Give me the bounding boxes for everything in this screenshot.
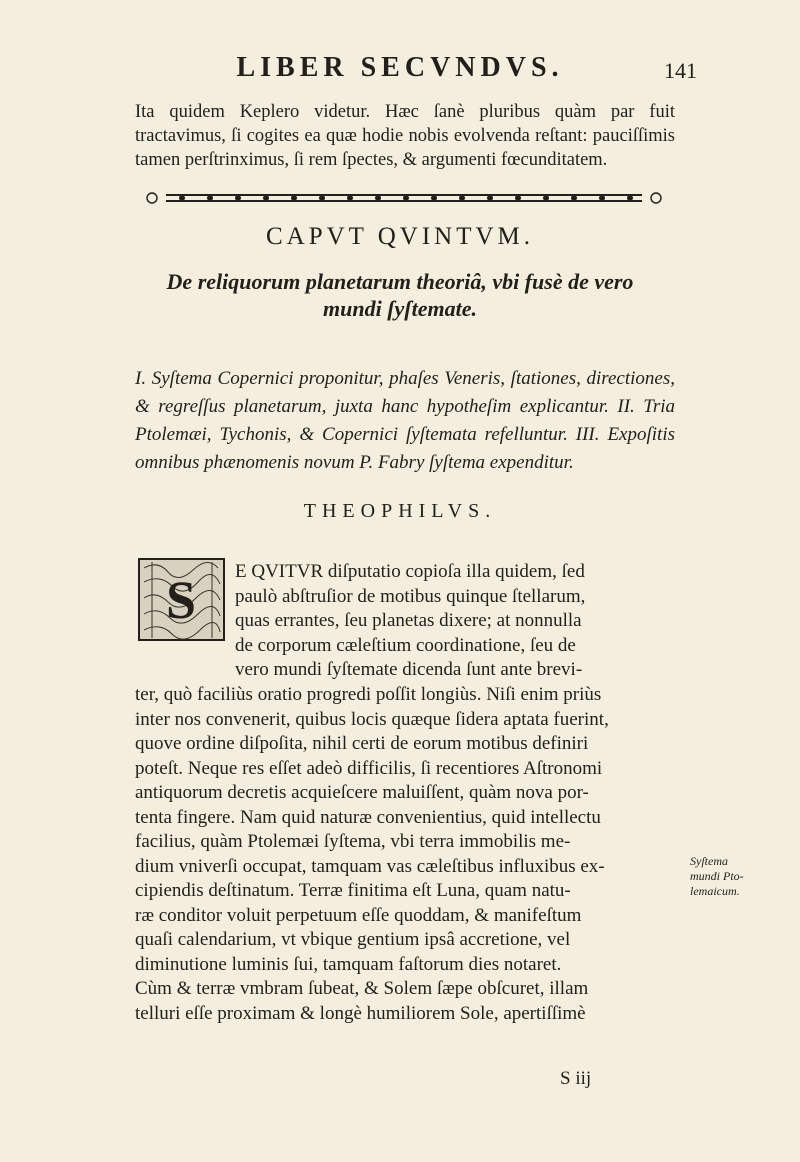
running-title: LIBER SECVNDVS. <box>236 52 564 83</box>
text-line: vero mundi ſyſtemate dicenda ſunt ante brevi- <box>235 659 583 680</box>
opening-paragraph: Ita quidem Keplero videtur. Hæc ſanè pluribus quàm par fuit tractavimus, ſi cogites ea quæ hodie nobis evolvenda reſtant: pauciſſimis tamen perſtrinximus, ſi rem ſpectes, & argumenti fœcunditatem. <box>135 102 675 170</box>
text-line: de corporum cæleſtium coordinatione, ſeu de <box>235 634 576 656</box>
svg-text:S: S <box>165 570 197 630</box>
marginal-note-line: lemaicum. <box>690 884 740 898</box>
speaker-name: THEOPHILVS. <box>303 500 497 522</box>
ornament-divider <box>142 188 666 208</box>
chapter-summary: I. Syſtema Copernici proponitur, phaſes Veneris, ſtationes, directiones, & regreſſus planetarum, juxta hanc hypotheſim explicantur. II. Tria Ptolemæi, Tychonis, & Copernici ſyſtemata refelluntur. III. Expoſitis omnibus phænomenis novum P. Fabry ſyſtema expenditur. <box>135 368 675 473</box>
text-line: poteſt. Neque res eſſet adeò difficilis, ſi recentiores Aſtronomi <box>135 757 603 779</box>
text-line: inter nos convenerit, quibus locis quæque ſidera aptata fuerint, <box>135 708 609 730</box>
text-line: telluri eſſe proximam & longè humiliorem Sole, apertiſſimè <box>135 1002 586 1024</box>
text-line: cipiendis deſtinatum. Terræ finitima eſt Luna, quam natu- <box>135 880 571 901</box>
chapter-subtitle <box>150 268 650 322</box>
text-line: facilius, quàm Ptolemæi ſyſtema, vbi terra immobilis me- <box>135 831 571 852</box>
marginal-note-line: mundi Pto- <box>690 869 744 883</box>
text-line: Cùm & terræ vmbram ſubeat, & Solem ſæpe obſcuret, illam <box>135 978 589 999</box>
signature-mark: S iij <box>560 1068 592 1089</box>
text-line: E QVITVR diſputatio copioſa illa quidem, ſed <box>235 561 585 582</box>
text-line: antiquorum decretis acquieſcere maluiſſent, quàm nova por- <box>135 782 589 803</box>
text-line: ræ conditor voluit perpetuum eſſe quoddam, & manifeſtum <box>135 904 582 926</box>
chapter-subtitle-line-2: mundi ſyſtemate. <box>323 296 477 321</box>
main-text-block <box>135 683 680 1026</box>
chapter-title: CAPVT QVINTVM. <box>265 223 535 250</box>
text-line: diminutione luminis ſui, tamquam faſtorum dies notaret. <box>135 953 562 975</box>
page-number: 141 <box>664 58 697 83</box>
text-line: paulò abſtruſior de motibus quinque ſtellarum, <box>235 585 586 607</box>
text-line: quove ordine diſpoſita, nihil certi de eorum motibus definiri <box>135 733 589 754</box>
text-line: ter, quò faciliùs oratio progredi poſſit longiùs. Niſi enim priùs <box>135 684 602 705</box>
marginal-note-line: Syſtema <box>690 854 728 868</box>
marginal-note <box>690 854 790 899</box>
chapter-subtitle-line-1: De reliquorum planetarum theoriâ, vbi fusè de vero <box>166 269 634 294</box>
first-lines-block <box>235 560 677 683</box>
text-line: quas errantes, ſeu planetas dixere; at nonnulla <box>235 610 582 631</box>
decorated-initial-icon <box>138 558 225 641</box>
text-line: quaſi calendarium, vt vbique gentium ipsâ accretione, vel <box>135 929 571 950</box>
text-line: tenta fingere. Nam quid naturæ convenientius, quid intellectu <box>135 806 601 828</box>
text-line: dium vniverſi occupat, tamquam vas cæleſtibus influxibus ex- <box>135 855 605 877</box>
opening-paragraph-block <box>135 100 675 172</box>
